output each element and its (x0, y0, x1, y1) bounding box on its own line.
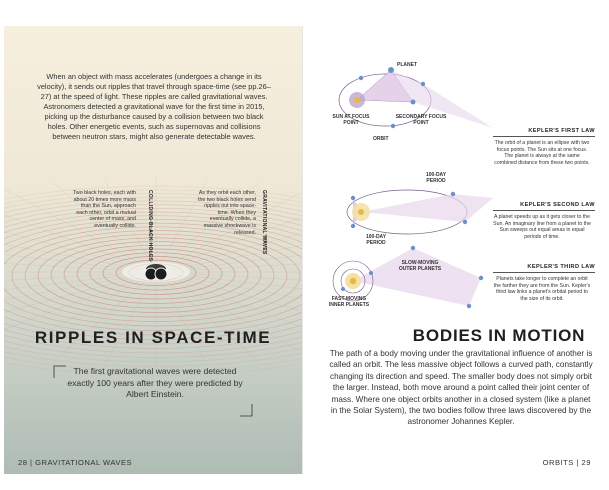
middle-planet-dot (369, 271, 373, 275)
ripple-grid-line (4, 275, 144, 333)
left-page (4, 26, 302, 474)
left-folio: 28 | GRAVITATIONAL WAVES (18, 458, 133, 467)
planet-dot-2a (351, 196, 355, 200)
outer-planet-dot-a (411, 246, 415, 250)
secondary-focus-dot (411, 100, 416, 105)
slow-outer-planets-label: SLOW-MOVING OUTER PLANETS (398, 260, 442, 272)
planet-dot-2c (451, 192, 455, 196)
kepler-second-law-text: A planet speeds up as it gets closer to the Sun. An imaginary line from a planet to the Sun sweeps out equal areas in equal periods of time. (493, 214, 591, 240)
first-law-rule (493, 136, 595, 137)
planet-dot-1 (388, 67, 394, 73)
quote-bracket-br (240, 404, 252, 416)
sun-icon-3 (350, 278, 356, 284)
period-label-a: 100-DAY PERIOD (365, 234, 387, 246)
kepler-second-law-heading: KEPLER'S SECOND LAW (520, 202, 595, 208)
intro-paragraph: When an object with mass accelerates (undergoes a change in its velocity), it sends out ripples that travel through space-time (see pp.26–27) at the speed of light. These ripples are called gravitational waves. Astronomers detected a gravitational wave for the first time in 2015, picking up the disturbance caused by a collision between two black holes. Other energetic events, such as supernovas and collisions between neutron stars, might also generate detectable waves. (37, 72, 271, 141)
einstein-quote: The first gravitational waves were detected exactly 100 years after they were predicted by Albert Einstein. (67, 366, 243, 399)
black-hole-b (155, 268, 167, 280)
kepler-first-law-heading: KEPLER'S FIRST LAW (528, 128, 595, 134)
sun-icon-1 (354, 97, 360, 103)
period-label-b: 100-DAY PERIOD (425, 172, 447, 184)
sun-focus-label: SUN AT FOCUS POINT (332, 114, 370, 126)
outer-planet-dot-b (479, 276, 483, 280)
planet-label: PLANET (397, 62, 417, 68)
second-law-rule (493, 210, 595, 211)
kepler-third-law-text: Planets take longer to complete an orbit the farther they are from the Sun. Kepler's third law links a planet's orbital period to the size of its orbit. (493, 276, 591, 302)
right-page (302, 26, 605, 474)
sun-icon-2 (358, 209, 364, 215)
fast-inner-planets-label: FAST-MOVING INNER PLANETS (328, 296, 370, 308)
orbit-body-paragraph: The path of a body moving under the gravitational influence of another is called an orbit. The less massive object follows a curved path, constantly changing its direction and speed. The smaller body does not simply orbit the larger. Instead, both move around a point called their joint center of mass. Where one object orbits another in a closed system (like a planet in the Solar System), the two bodies follow three laws discovered by the astronomer Johannes Kepler. (329, 349, 593, 427)
kepler-third-law-heading: KEPLER'S THIRD LAW (527, 264, 595, 270)
ripple-grid-line (172, 256, 302, 272)
orbit-dot-2 (421, 82, 425, 86)
orbit-dot-1 (359, 76, 363, 80)
sweep-far (361, 194, 493, 222)
ripple-grid-line (4, 273, 140, 289)
planet-dot-2b (351, 224, 355, 228)
label-gravitational-waves: GRAVITATIONAL WAVES (261, 190, 267, 255)
note-colliding: Two black holes, each with about 20 times more mass than the Sun, approach each other, orbit a mutual center of mass, and eventually collide. (72, 190, 136, 229)
inner-planet-dot (341, 287, 345, 291)
planet-dot-2d (463, 220, 467, 224)
note-gravitational-waves: As they orbit each other, the two black holes send ripples out into space-time. When they eventually collide, a massive shockwave is released. (197, 190, 256, 236)
secondary-focus-label: SECONDARY FOCUS POINT (395, 114, 447, 126)
right-page-title: BODIES IN MOTION (412, 326, 586, 345)
third-law-rule (493, 272, 595, 273)
orbit-label: ORBIT (373, 136, 389, 142)
label-colliding-black-holes: COLLIDING BLACK HOLES (147, 190, 153, 262)
kepler-first-law-text: The orbit of a planet is an ellipse with two focus points. The Sun sits at one focus. The planet is always at the same combined distance from these two points. (494, 140, 590, 166)
outer-planet-dot-c (467, 304, 471, 308)
left-page-title: RIPPLES IN SPACE-TIME (34, 328, 272, 347)
right-folio: ORBITS | 29 (542, 458, 591, 467)
